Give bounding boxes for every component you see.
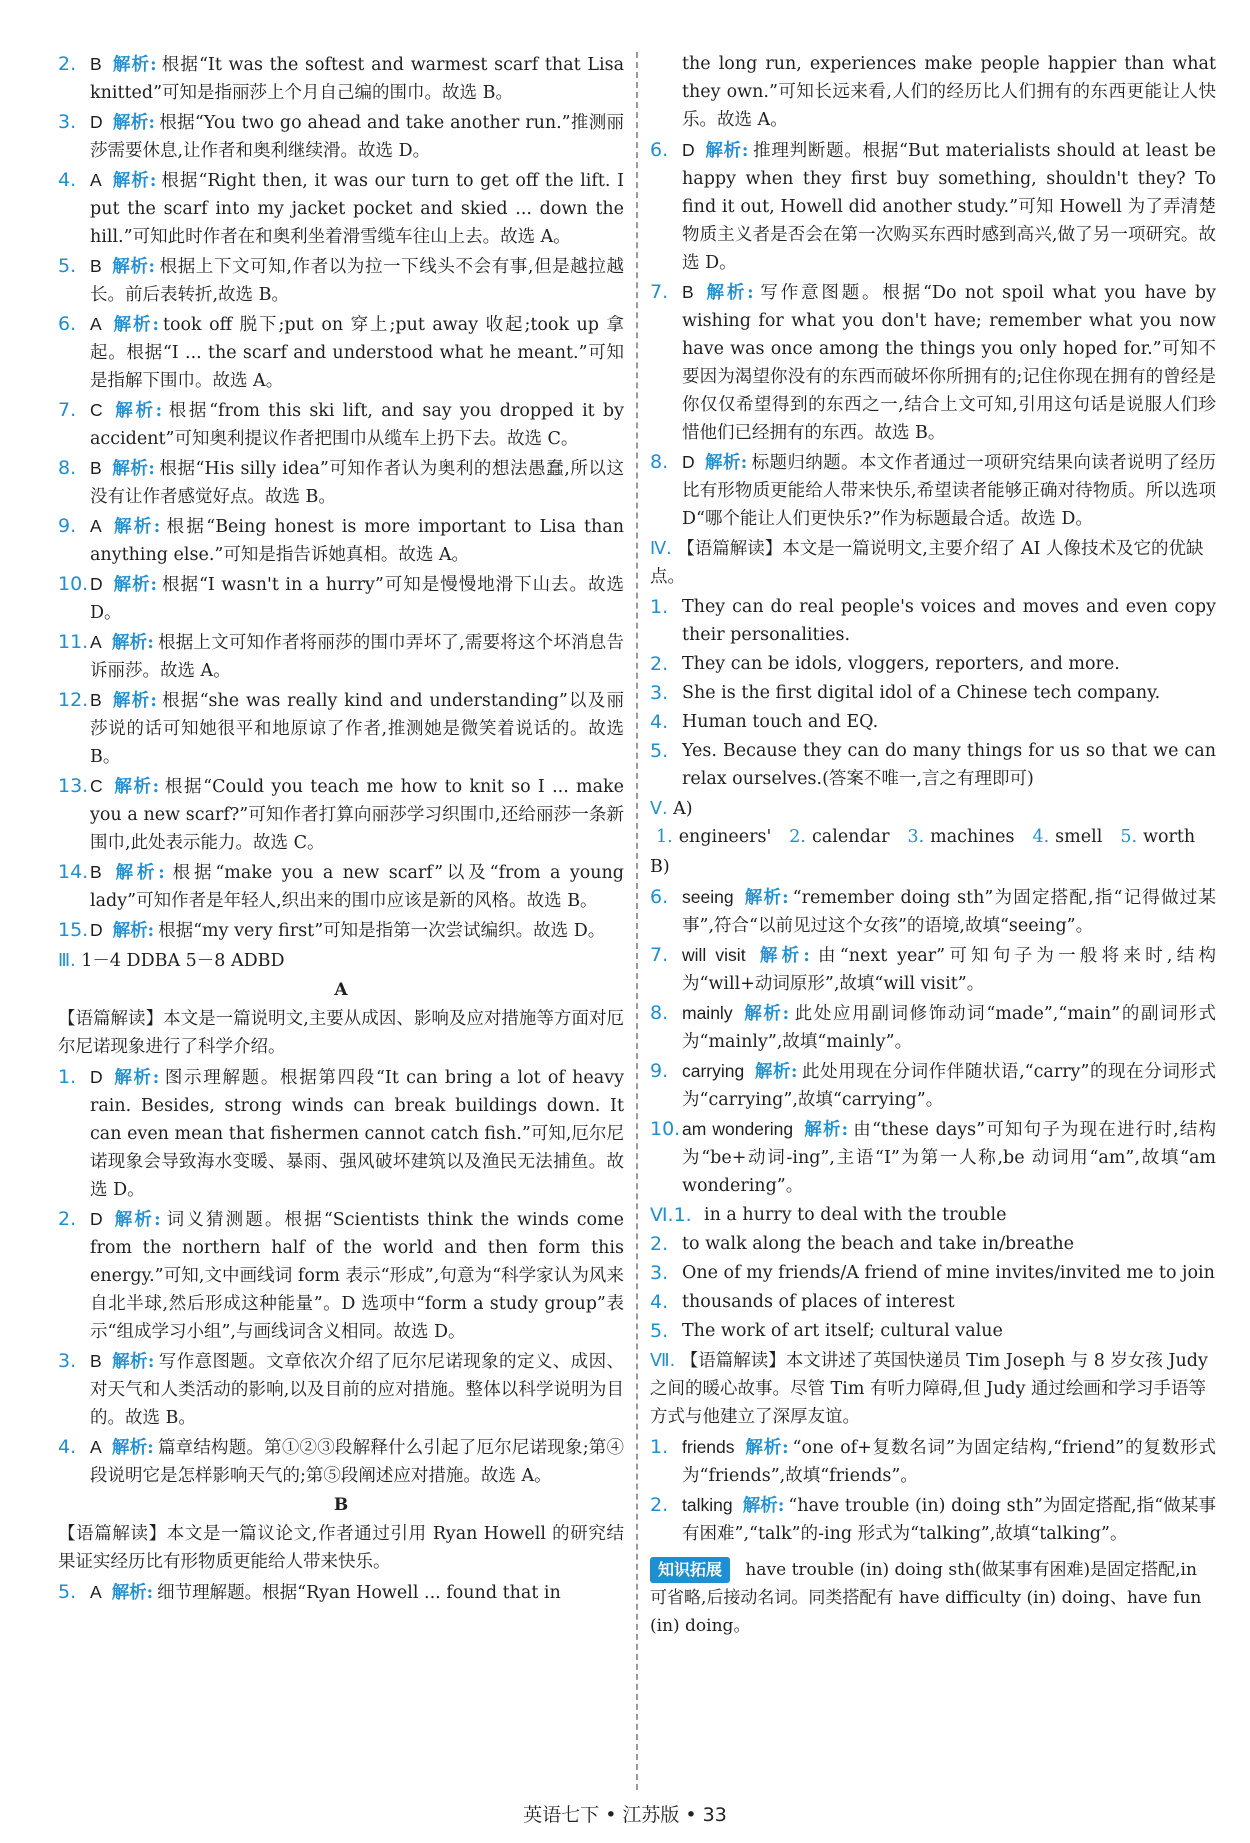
answer-item [58, 570, 624, 627]
answer-key: talking [682, 1495, 733, 1515]
answer-item [58, 686, 624, 771]
answer-item [650, 679, 1216, 707]
answer-key: B [90, 458, 102, 478]
question-number: 7. [650, 281, 669, 303]
answer-text: 根据“I wasn't in a hurry”可知是慢慢地滑下山去。故选 D。 [90, 575, 624, 623]
knowledge-text: have trouble (in) doing sth(做某事有困难)是固定搭配,in 可省略,后接动名词。同类搭配有 have difficulty (in) doing、have fun (in) doing。 [650, 1560, 1202, 1636]
answer-key: B [90, 690, 102, 710]
answer-text: 根据“she was really kind and understanding”以及丽莎说的话可知她很平和地原谅了作者,推测她是微笑着说话的。故选 B。 [90, 691, 624, 767]
analysis-tag: 解析: [742, 1496, 785, 1516]
answer-text: She is the first digital idol of a Chinese tech company. [682, 683, 1161, 703]
answer-text: 细节理解题。根据“Ryan Howell ... found that in [157, 1583, 561, 1603]
answer-item [650, 1317, 1216, 1345]
question-number: 1. [656, 827, 673, 847]
question-number: 11. [58, 631, 89, 653]
answer-item [650, 883, 1216, 940]
passage-b-heading: B [333, 1495, 349, 1515]
analysis-tag: 解析: [111, 691, 157, 711]
question-number: 2. [650, 1494, 669, 1516]
question-number: 8. [58, 457, 77, 479]
answer-item [58, 1578, 624, 1607]
analysis-tag: 解析: [111, 517, 161, 537]
answer-list-7 [650, 1433, 1216, 1548]
question-number: 3. [650, 682, 669, 704]
answer-key: D [682, 452, 695, 472]
answer-key: B [90, 54, 102, 74]
passage-a-heading: A [334, 980, 348, 1000]
answer-text: 根据“Being honest is more important to Lisa than anything else.”可知是指告诉她真相。故选 A。 [90, 517, 624, 565]
answer-text: worth [1143, 827, 1196, 847]
question-number: 1. [58, 1066, 77, 1088]
question-number: 14. [58, 861, 89, 883]
answer-text: One of my friends/A friend of mine invites/invited me to join [682, 1263, 1215, 1283]
answer-item [58, 628, 624, 685]
answer-key: friends [682, 1437, 735, 1457]
section-3-answers: Ⅲ. 1－4 DDBA 5－8 ADBD [58, 951, 285, 971]
question-number: 5. [650, 1320, 669, 1342]
answer-item [58, 1205, 624, 1346]
page-footer: 英语七下 • 江苏版 • 33 [523, 1804, 727, 1826]
answer-item [58, 916, 624, 945]
answer-list-5b [650, 883, 1216, 1200]
answer-item [650, 708, 1216, 736]
answer-item [650, 1115, 1216, 1200]
answer-key: A [90, 1437, 102, 1457]
question-number: 4. [1032, 827, 1050, 847]
answer-text: 根据“from this ski lift, and say you dropped it by accident”可知奥利提议作者把围巾从缆车上扔下去。故选 C。 [90, 401, 625, 449]
answer-text: to walk along the beach and take in/breathe [682, 1234, 1074, 1254]
answer-item [58, 1063, 624, 1204]
analysis-tag: 解析: [111, 459, 155, 479]
answer-item [58, 858, 624, 915]
section-7-summary: Ⅶ. 【语篇解读】本文讲述了英国快递员 Tim Joseph 与 8 岁女孩 Judy 之间的暖心故事。尽管 Tim 有听力障碍,但 Judy 通过绘画和学习手语等方式与他建立了深厚友谊。 [650, 1351, 1208, 1427]
answer-key: A [90, 170, 102, 190]
answer-text: Human touch and EQ. [682, 712, 879, 732]
answer-item [650, 136, 1216, 277]
analysis-tag: 解析: [111, 315, 159, 335]
answer-text: 根据上下文可知,作者以为拉一下线头不会有事,但是越拉越长。前后表转折,故选 B。 [90, 257, 625, 305]
passage-a-summary: 【语篇解读】本文是一篇说明文,主要从成因、影响及应对措施等方面对厄尔尼诺现象进行了科学介绍。 [58, 1009, 624, 1057]
answer-key: will visit [682, 945, 746, 965]
answer-key: D [90, 574, 103, 594]
question-number: 1. [650, 596, 669, 618]
answer-key: mainly [682, 1003, 733, 1023]
analysis-tag: 解析: [112, 1210, 161, 1230]
answer-text: 篇章结构题。第①②③段解释什么引起了厄尔尼诺现象;第④段说明它是怎样影响天气的;第⑤段阐述应对措施。故选 A。 [90, 1438, 624, 1486]
question-number: 2. [789, 827, 806, 847]
answer-text: thousands of places of interest [682, 1292, 955, 1312]
analysis-tag: 解析: [112, 921, 155, 941]
analysis-tag: 解析: [112, 575, 158, 595]
answer-text: 由“next year”可知句子为一般将来时,结构为“will+动词原形”,故填“will visit”。 [682, 946, 1216, 994]
continued-explanation: the long run, experiences make people happier than what they own.”可知长远来看,人们的经历比人们拥有的东西更能让人快乐。故选 A。 [682, 54, 1216, 130]
answer-list-b [58, 1578, 624, 1607]
analysis-tag: 解析: [704, 141, 749, 161]
answer-key: C [90, 400, 103, 420]
section-4-summary: Ⅳ. 【语篇解读】本文是一篇说明文,主要介绍了 AI 人像技术及它的优缺点。 [650, 539, 1204, 587]
answer-text: 由“these days”可知句子为现在进行时,结构为“be+动词-ing”,主语“I”为第一人称,be 动词用“am”,故填“am wondering”。 [682, 1120, 1216, 1196]
answer-item [58, 396, 624, 453]
answer-item [650, 278, 1216, 447]
question-number: 7. [650, 944, 669, 966]
answer-item [650, 650, 1216, 678]
answer-list-right [650, 136, 1216, 533]
answer-text: 写作意图题。根据“Do not spoil what you have by wishing for what you don't have; remember what you now have was once among the things you only hoped for.”可知不要因为渴望你没有的东西而破坏你所拥有的;记住你现在拥有的曾经是你仅仅希望得到的东西之一,结合上文可知,引用这句话是说服人们珍惜他们已经拥有的东西。故选 B。 [682, 283, 1216, 443]
analysis-tag: 解析: [111, 633, 154, 653]
question-number: 4. [650, 711, 669, 733]
answer-item [58, 310, 624, 395]
analysis-tag: 解析: [742, 1004, 790, 1024]
analysis-tag: 解析: [743, 888, 789, 908]
answer-text: “have trouble (in) doing sth”为固定搭配,指“做某事有困难”,“talk”的-ing 形式为“talking”,故填“talking”。 [682, 1496, 1216, 1544]
answer-list-6 [650, 1230, 1216, 1345]
answer-item [58, 252, 624, 309]
question-number: 1. [650, 1436, 669, 1458]
knowledge-box [650, 1554, 1216, 1642]
analysis-tag: 解析: [111, 257, 155, 277]
answer-key: B [90, 862, 102, 882]
analysis-tag: 解析: [111, 1583, 154, 1603]
answer-key: A [90, 1582, 102, 1602]
question-number: 9. [650, 1060, 669, 1082]
analysis-tag: 解析: [112, 777, 160, 797]
answer-item [650, 1433, 1216, 1490]
answer-item [650, 999, 1216, 1056]
answer-text: 写作意图题。文章依次介绍了厄尔尼诺现象的定义、成因、对天气和人类活动的影响,以及目前的应对措施。整体以科学说明为目的。故选 B。 [90, 1352, 624, 1428]
analysis-tag: 解析: [111, 1438, 154, 1458]
answer-key: B [90, 1351, 102, 1371]
question-number: 5. [58, 1581, 77, 1603]
answer-text: machines [930, 827, 1015, 847]
analysis-tag: 解析: [803, 1120, 849, 1140]
answer-key: B [682, 282, 694, 302]
question-number: 3. [58, 1350, 77, 1372]
answer-item [58, 1347, 624, 1432]
analysis-tag: 解析: [703, 283, 754, 303]
analysis-tag: 解析: [754, 1062, 798, 1082]
question-number: 4. [58, 1436, 77, 1458]
answer-key: D [90, 1209, 103, 1229]
analysis-tag: 解析: [111, 1352, 155, 1372]
knowledge-badge: 知识拓展 [650, 1557, 730, 1583]
question-number: 3. [907, 827, 925, 847]
answer-text: 根据“my very first”可知是指第一次尝试编织。故选 D。 [158, 921, 606, 941]
answer-text: smell [1055, 827, 1103, 847]
section-6-first: Ⅵ.1. in a hurry to deal with the trouble [650, 1201, 1216, 1229]
question-number: 5. [1120, 827, 1138, 847]
footer-edition: 江苏版 [622, 1804, 680, 1826]
answer-text: “remember doing sth”为固定搭配,指“记得做过某事”,符合“以前见过这个女孩”的语境,故填“seeing”。 [682, 888, 1217, 936]
answer-text: 根据“Right then, it was our turn to get off the lift. I put the scarf into my jacket pocket and skied ... down the hill.”可知此时作者在和奥利坐着滑雪缆车往山上去。故选 A。 [90, 171, 624, 247]
answer-text: 标题归纳题。本文作者通过一项研究结果向读者说明了经历比有形物质更能给人带来快乐,希望读者能够正确对待物质。所以选项 D“哪个能让人们更快乐?”作为标题最合适。故选 D。 [682, 453, 1216, 529]
right-column [650, 50, 1216, 1642]
section-5-answers: Ⅴ. A) 1. engineers' 2. calendar 3. machines 4. smell 5. worth [650, 799, 1196, 847]
answer-item [58, 454, 624, 511]
answer-item [650, 593, 1216, 649]
answer-item [650, 737, 1216, 793]
answer-key: A [90, 314, 102, 334]
answer-key: am wondering [682, 1119, 794, 1139]
answer-text: They can be idols, vloggers, reporters, and more. [682, 654, 1120, 674]
answer-key: C [90, 776, 103, 796]
answer-list-a [58, 1063, 624, 1490]
answer-text: Yes. Because they can do many things for us so that we can relax ourselves.(答案不唯一,言之有理即可) [682, 741, 1216, 789]
question-number: 2. [650, 1233, 669, 1255]
answer-text: 根据上文可知作者将丽莎的围巾弄坏了,需要将这个坏消息告诉丽莎。故选 A。 [90, 633, 624, 681]
question-number: 7. [58, 399, 77, 421]
answer-item [650, 1230, 1216, 1258]
question-number: 4. [650, 1291, 669, 1313]
answer-key: A [90, 516, 102, 536]
answer-text: They can do real people's voices and moves and even copy their personalities. [682, 597, 1216, 645]
answer-item [650, 448, 1216, 533]
answer-item [58, 50, 624, 107]
analysis-tag: 解析: [112, 401, 163, 421]
answer-list-left [58, 50, 624, 945]
analysis-tag: 解析: [112, 113, 155, 133]
answer-item [650, 1259, 1216, 1287]
page-number: 33 [702, 1804, 727, 1826]
section-5b-label: B) [650, 857, 670, 877]
question-number: 8. [650, 451, 669, 473]
question-number: 3. [650, 1262, 669, 1284]
question-number: 6. [650, 886, 669, 908]
answer-text: 此处应用副词修饰动词“made”,“main”的副词形式为“mainly”,故填“mainly”。 [682, 1004, 1216, 1052]
answer-key: B [90, 256, 102, 276]
footer-book: 英语七下 [523, 1804, 600, 1826]
left-column [58, 50, 624, 1608]
question-number: 9. [58, 515, 77, 537]
answer-key: A [90, 632, 102, 652]
answer-item [650, 1491, 1216, 1548]
answer-text: 根据“Could you teach me how to knit so I ... make you a new scarf?”可知作者打算向丽莎学习织围巾,还给丽莎一条新围巾,此处表示能力。故选 C。 [90, 777, 624, 853]
analysis-tag: 解析: [704, 453, 748, 473]
question-number: 13. [58, 775, 89, 797]
question-number: 8. [650, 1002, 669, 1024]
question-number: 12. [58, 689, 89, 711]
analysis-tag: 解析: [111, 171, 157, 191]
answer-item [58, 772, 624, 857]
question-number: 2. [58, 1208, 77, 1230]
answer-item [58, 512, 624, 569]
question-number: 15. [58, 919, 89, 941]
answer-item [58, 166, 624, 251]
answer-key: D [90, 920, 103, 940]
question-number: 10. [58, 573, 89, 595]
answer-list-4 [650, 593, 1216, 793]
answer-key: D [90, 112, 103, 132]
question-number: 6. [58, 313, 77, 335]
question-number: 5. [58, 255, 77, 277]
section-5a-answers [650, 827, 1195, 847]
answer-text: 根据“His silly idea”可知作者认为奥利的想法愚蠢,所以这没有让作者感觉好点。故选 B。 [90, 459, 624, 507]
answer-text: The work of art itself; cultural value [682, 1321, 1003, 1341]
question-number: 5. [650, 740, 669, 762]
analysis-tag: 解析: [111, 863, 165, 883]
answer-text: engineers' [678, 827, 772, 847]
answer-text: 词义猜测题。根据“Scientists think the winds come from the northern half of the world and then form this energy.”可知,文中画线词 form 表示“形成”,句意为“科学家认为风来自北半球,然后形成这种能量”。D 选项中“form a study group”表示“组成学习小组”,与画线词含义相同。故选 D。 [90, 1210, 624, 1342]
answer-item [58, 108, 624, 165]
question-number: 10. [650, 1118, 681, 1140]
answer-item [650, 1057, 1216, 1114]
question-number: 2. [58, 53, 77, 75]
answer-text: 根据“You two go ahead and take another run.”推测丽莎需要休息,让作者和奥利继续滑。故选 D。 [90, 113, 624, 161]
passage-b-summary: 【语篇解读】本文是一篇议论文,作者通过引用 Ryan Howell 的研究结果证实经历比有形物质更能给人带来快乐。 [58, 1524, 624, 1572]
question-number: 4. [58, 169, 77, 191]
answer-item [58, 1433, 624, 1490]
answer-text: 根据“It was the softest and warmest scarf that Lisa knitted”可知是指丽莎上个月自己编的围巾。故选 B。 [90, 55, 624, 103]
answer-key: seeing [682, 887, 734, 907]
answer-text: took off 脱下;put on 穿上;put away 收起;took up 拿起。根据“I ... the scarf and understood what he meant.”可知是指解下围巾。故选 A。 [90, 315, 624, 391]
analysis-tag: 解析: [744, 1438, 789, 1458]
answer-item [650, 941, 1216, 998]
answer-text: “one of+复数名词”为固定结构,“friend”的复数形式为“friends”,故填“friends”。 [682, 1438, 1216, 1486]
answer-key: carrying [682, 1061, 745, 1081]
section-6-roman: Ⅵ.1. [650, 1204, 692, 1226]
analysis-tag: 解析: [111, 55, 157, 75]
answer-key: D [682, 140, 695, 160]
column-divider [636, 52, 638, 1790]
analysis-tag: 解析: [755, 946, 810, 966]
answer-key: D [90, 1067, 103, 1087]
answer-text: 图示理解题。根据第四段“It can bring a lot of heavy rain. Besides, strong winds can break buildings down. It can even mean that fishermen cannot catch fish.”可知,厄尔尼诺现象会导致海水变暖、暴雨、强风破坏建筑以及渔民无法捕鱼。故选 D。 [90, 1068, 624, 1200]
question-number: 2. [650, 653, 669, 675]
answer-text: 此处用现在分词作伴随状语,“carry”的现在分词形式为“carrying”,故填“carrying”。 [682, 1062, 1216, 1110]
analysis-tag: 解析: [112, 1068, 160, 1088]
answer-text: 根据“make you a new scarf”以及“from a young lady”可知作者是年轻人,织出来的围巾应该是新的风格。故选 B。 [90, 863, 624, 911]
answer-item [650, 1288, 1216, 1316]
question-number: 6. [650, 139, 669, 161]
answer-text: calendar [811, 827, 890, 847]
answer-text: 推理判断题。根据“But materialists should at least be happy when they first buy something, shouldn't they? To find it out, Howell did another study.”可知 Howell 为了弄清楚物质主义者是否会在第一次购买东西时感到高兴,做了另一项研究。故选 D。 [682, 141, 1216, 273]
question-number: 3. [58, 111, 77, 133]
